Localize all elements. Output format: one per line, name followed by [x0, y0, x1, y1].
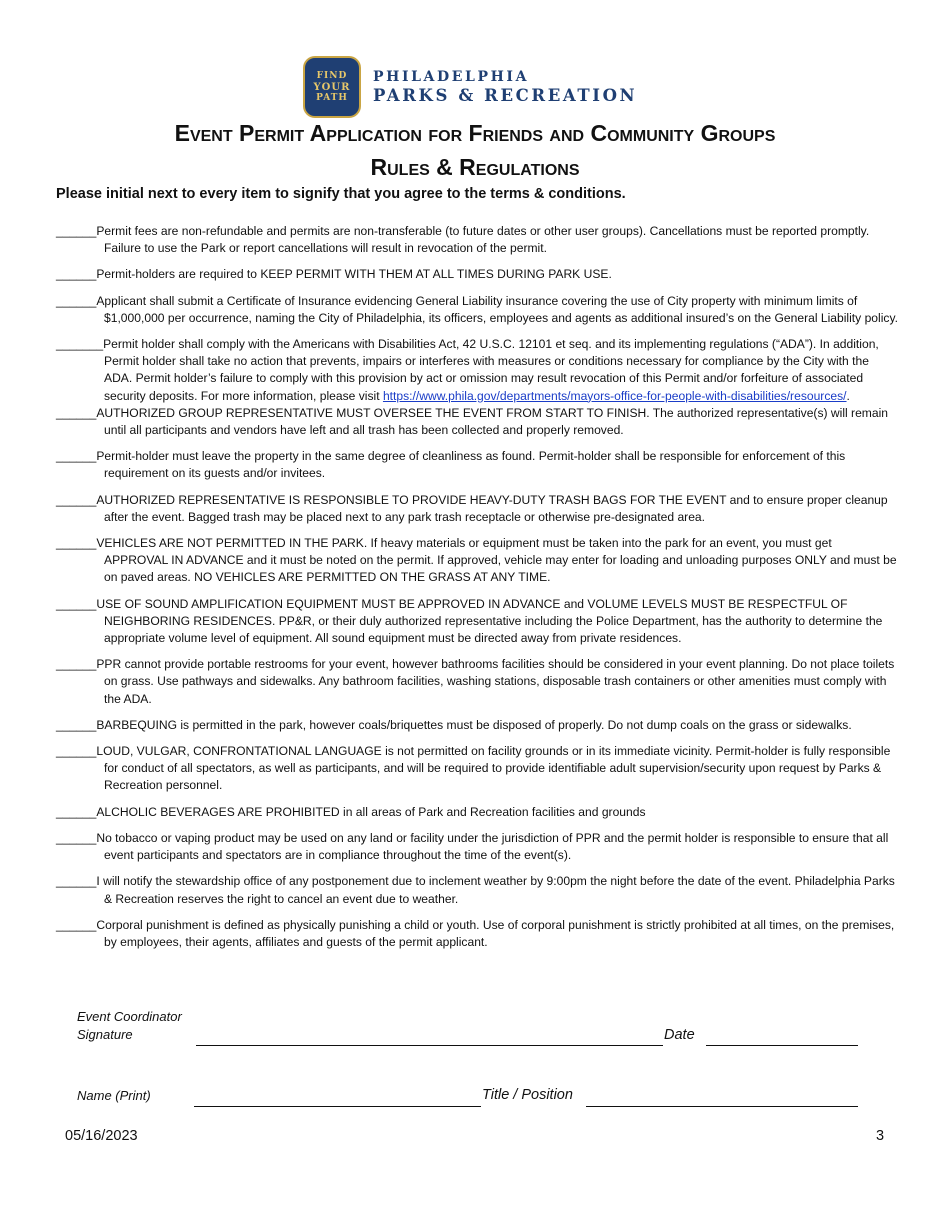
name-print-label: Name (Print) — [77, 1088, 151, 1103]
page-number: 3 — [876, 1128, 885, 1144]
footer-date: 05/16/2023 — [65, 1128, 138, 1144]
rule-text: VEHICLES ARE NOT PERMITTED IN THE PARK. If heavy materials or equipment must be taken into the park for an event, you must get APPROVAL IN ADVANCE and it must be noted on the permit. If approved, vehicle may enter for loading and unloading purposes ONLY and must be on paved areas. NO VEHICLES ARE PERMITTED ON THE GRASS AT ANY TIME. — [96, 536, 897, 585]
rule-item — [56, 830, 898, 864]
initial-blank[interactable]: ______ — [56, 293, 97, 308]
initial-blank[interactable]: ______ — [56, 449, 97, 464]
org-name-line-2: PARKS & RECREATION — [373, 86, 638, 105]
initial-blank[interactable]: ______ — [56, 830, 97, 845]
rule-item — [56, 492, 898, 526]
rule-item — [56, 535, 898, 587]
rule-item — [56, 804, 898, 821]
date-line[interactable] — [706, 1045, 858, 1046]
find-your-path-badge — [303, 56, 361, 118]
rule-text: BARBEQUING is permitted in the park, however coals/briquettes must be disposed of properly. Do not dump coals on the grass or sidewalks. — [96, 717, 852, 732]
rule-item — [56, 293, 898, 327]
initial-blank[interactable]: ______ — [56, 917, 97, 932]
name-line[interactable] — [194, 1106, 481, 1107]
rule-text: LOUD, VULGAR, CONFRONTATIONAL LANGUAGE is not permitted on facility grounds or in its immediate vicinity. Permit-holder is fully responsible for conduct of all spectators, as well as participants, and will be required to provide identifiable adult supervision/security upon request by Parks & Recreation personnel. — [96, 744, 891, 793]
coordinator-label-line-2: Signature — [77, 1027, 133, 1042]
rule-text: PPR cannot provide portable restrooms for your event, however bathrooms facilities should be considered in your event planning. Do not place toilets on grass. Use pathways and sidewalks. Any bathroom facilities, washing stations, disposable trash containers or other amenities must comply with the ADA. — [96, 657, 895, 706]
org-name-line-1: PHILADELPHIA — [373, 69, 530, 85]
rule-text: USE OF SOUND AMPLIFICATION EQUIPMENT MUST BE APPROVED IN ADVANCE and VOLUME LEVELS MUST BE RESPECTFUL OF NEIGHBORING RESIDENCES. PP&R, or their duly authorized representative including the Police Department, has the authority to determine the appropriate volume level of equipment. All sound equipment must be directed away from private residences. — [96, 596, 883, 646]
title-line[interactable] — [586, 1106, 858, 1107]
rule-text: Applicant shall submit a Certificate of Insurance evidencing General Liability insurance covering the use of City property with minimum limits of $1,000,000 per occurrence, naming the City of Philadelphia, its officers, employees and agents as additional insured’s on the General Liability policy. — [96, 293, 898, 325]
initial-blank[interactable]: ______ — [56, 267, 97, 282]
initial-blank[interactable]: ______ — [56, 717, 97, 732]
rule-text: Permit holder shall comply with the Americans with Disabilities Act, 42 U.S.C. 12101 et seq. and its implementing regulations (“ADA”). In addition, Permit holder shall take no action that prevents, impairs or interferes with measures or conditions necessary for compliance by the City with the ADA. Permit holder’s failure to comply with this provision by act or omission may result revocation of this Permit and/or forfeiture of associated security deposits. For more information, please visit — [103, 337, 879, 403]
org-name — [373, 69, 637, 105]
initial-blank[interactable]: ______ — [56, 657, 97, 672]
instruction-text: Please initial next to every item to signify that you agree to the terms & conditions. — [56, 186, 626, 202]
date-label: Date — [664, 1027, 695, 1043]
rule-item — [56, 223, 898, 257]
initial-blank[interactable]: ______ — [56, 224, 97, 238]
initial-blank[interactable]: ______ — [56, 492, 97, 507]
rule-text: Permit-holder must leave the property in the same degree of cleanliness as found. Permit-holder shall be responsible for enforcement of this requirement on its guests and/or invitees. — [96, 449, 846, 481]
page-title: Event Permit Application for Friends and Community Groups — [174, 120, 776, 146]
rule-text: ALCHOLIC BEVERAGES ARE PROHIBITED in all areas of Park and Recreation facilities and grounds — [96, 804, 646, 819]
parks-rec-logo — [303, 56, 637, 118]
badge-line-2: YOUR — [313, 81, 351, 93]
signature-line[interactable] — [196, 1045, 663, 1046]
rule-item — [56, 596, 898, 648]
coordinator-label-line-1: Event Coordinator — [77, 1009, 182, 1024]
badge-line-3: PATH — [316, 92, 348, 103]
rule-text: Corporal punishment is defined as physically punishing a child or youth. Use of corporal punishment is strictly prohibited at all times, on the premises, by employees, their agents, affiliates and guests of the permit applicant. — [96, 917, 895, 949]
rule-text: AUTHORIZED GROUP REPRESENTATIVE MUST OVERSEE THE EVENT FROM START TO FINISH. The authorized representative(s) will remain until all participants and vendors have left and all trash has been collected and properly removed. — [96, 405, 889, 438]
rule-text: Permit fees are non-refundable and permits are non-transferable (to future dates or other user groups). Cancellations must be reported promptly. Failure to use the Park or report cancellations will result in revocation of the permit. — [96, 224, 870, 256]
rule-item — [56, 917, 898, 951]
rule-item — [56, 656, 898, 708]
initial-blank[interactable]: ______ — [56, 405, 97, 420]
rule-item — [56, 266, 898, 283]
rules-list — [56, 223, 898, 960]
rule-text: No tobacco or vaping product may be used on any land or facility under the jurisdiction of PPR and the permit holder is responsible to ensure that all event participants and spectators are in compliance throughout the time of the event(s). — [96, 830, 889, 863]
rule-item — [56, 717, 898, 734]
initial-blank[interactable]: ______ — [56, 874, 97, 889]
initial-blank[interactable]: ______ — [56, 536, 97, 551]
title-position-label: Title / Position — [482, 1087, 573, 1103]
rule-text: Permit-holders are required to KEEP PERMIT WITH THEM AT ALL TIMES DURING PARK USE. — [96, 267, 612, 282]
rule-text: AUTHORIZED REPRESENTATIVE IS RESPONSIBLE TO PROVIDE HEAVY-DUTY TRASH BAGS FOR THE EVENT and to ensure proper cleanup after the event. Bagged trash may be placed next to any park trash receptacle or otherwise pre-designated area. — [96, 492, 888, 524]
initial-blank[interactable]: ______ — [56, 804, 97, 819]
ada-resources-link[interactable]: https://www.phila.gov/departments/mayors-office-for-people-with-disabilities/resources/ — [382, 388, 847, 403]
rule-item — [56, 743, 898, 795]
badge-line-1: FIND — [316, 70, 348, 81]
rule-item — [56, 448, 898, 482]
rule-item — [56, 336, 898, 405]
coordinator-signature-label — [77, 1009, 182, 1042]
initial-blank[interactable]: ______ — [56, 596, 97, 611]
rule-text-end: . — [846, 388, 850, 403]
initial-blank[interactable]: ______ — [56, 744, 97, 759]
rule-text: I will notify the stewardship office of any postponement due to inclement weather by 9:00pm the night before the date of the event. Philadelphia Parks & Recreation reserves the right to cancel an event due to weather. — [96, 874, 895, 906]
rule-item — [56, 873, 898, 907]
rule-item — [56, 405, 898, 439]
page-subtitle: Rules & Regulations — [370, 154, 580, 180]
initial-blank[interactable]: _______ — [56, 337, 104, 352]
